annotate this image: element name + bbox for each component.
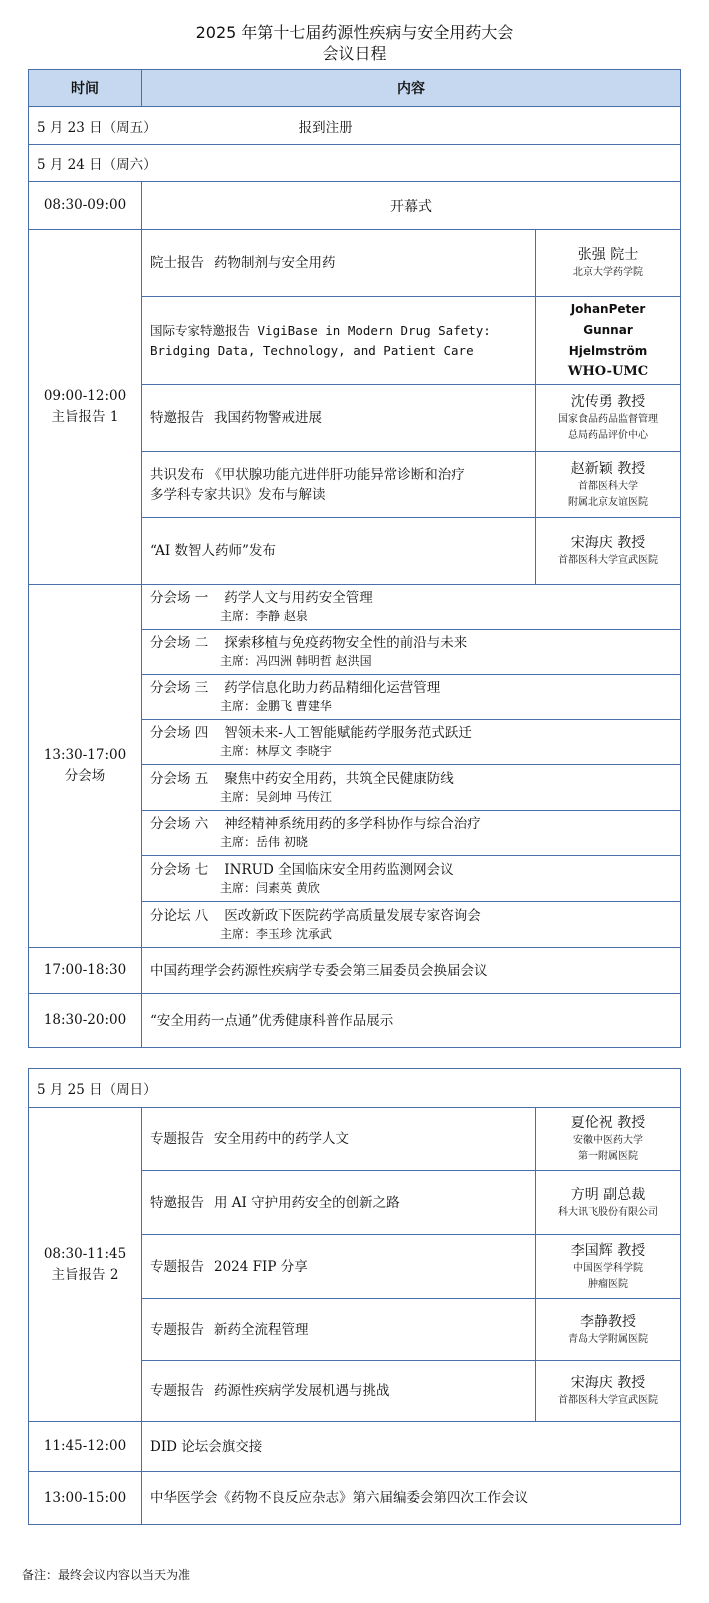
event-time: 17:00-18:30 <box>29 948 142 994</box>
sessions-time: 13:30-17:00 <box>43 747 127 763</box>
speaker-affiliation-2: 附属北京友谊医院 <box>568 496 648 508</box>
speaker-name: 夏伦祝 教授 <box>570 1115 646 1131</box>
session-row <box>29 585 681 630</box>
day1-row <box>29 107 681 145</box>
session-name: 分会场 二 <box>150 635 209 651</box>
session-name: 分会场 三 <box>150 680 209 696</box>
speaker-name: 宋海庆 教授 <box>570 535 646 551</box>
event-item: 中国药理学会药源性疾病学专委会第三届委员会换届会议 <box>142 948 681 994</box>
speaker-affiliation-1: 首都医科大学宣武医院 <box>558 1395 659 1406</box>
talk-type: 院士报告 <box>150 255 204 271</box>
page-header <box>0 22 709 64</box>
speaker-org: WHO-UMC <box>567 364 649 379</box>
talk-type: 专题报告 <box>150 1321 204 1338</box>
day2-date-row <box>29 145 681 182</box>
talk-type: 专题报告 <box>150 1383 204 1399</box>
keynote2-time: 08:30-11:45 <box>43 1245 127 1262</box>
session-chair: 主席：林厚文 李晓宇 <box>220 744 332 758</box>
session-topic: 聚焦中药安全用药，共筑全民健康防线 <box>224 770 454 787</box>
talk-type: 专题报告 <box>150 1131 204 1147</box>
talk-title-line1: 共识发布 《甲状腺功能亢进伴肝功能异常诊断和治疗 <box>150 466 465 483</box>
event-row <box>29 948 681 994</box>
session-name: 分会场 六 <box>150 816 209 832</box>
keynote1-time-cell <box>29 230 142 585</box>
keynote2-time-cell <box>29 1108 142 1422</box>
session-chair: 主席：岳伟 初晓 <box>220 835 308 849</box>
speaker-affiliation-2: 总局药品评价中心 <box>568 430 648 441</box>
day3-date-row <box>29 1069 681 1108</box>
event-row <box>29 1472 681 1525</box>
keynote1-time: 09:00-12:00 <box>43 388 127 404</box>
session-topic: 智领未来-人工智能赋能药学服务范式跃迁 <box>224 725 472 741</box>
page-title: 2025 年第十七届药源性疾病与安全用药大会 <box>195 23 514 42</box>
talk-topic: 用 AI 守护用药安全的创新之路 <box>214 1194 400 1211</box>
session-topic: 神经精神系统用药的多学科协作与综合治疗 <box>224 816 481 832</box>
speaker-affiliation-1: 首都医科大学 <box>578 480 638 492</box>
event-row <box>29 994 681 1048</box>
speaker-affiliation-1: 科大讯飞股份有限公司 <box>558 1206 659 1218</box>
talk-topic: 药源性疾病学发展机遇与挑战 <box>214 1383 390 1399</box>
event-item: DID 论坛会旗交接 <box>142 1422 681 1472</box>
sessions-time-cell <box>29 585 142 948</box>
speaker-name-line3: Hjelmström <box>568 344 648 358</box>
talk-topic: “AI 数智人药师”发布 <box>142 518 536 585</box>
footnote: 备注：最终会议内容以当天为准 <box>22 1568 191 1582</box>
event-item: “安全用药一点通”优秀健康科普作品展示 <box>142 994 681 1048</box>
talk-topic: 安全用药中的药学人文 <box>214 1131 349 1147</box>
page-subtitle: 会议日程 <box>322 44 387 63</box>
talk-title-line1: 国际专家特邀报告 VigiBase in Modern Drug Safety: <box>150 322 491 338</box>
session-chair: 主席：闫素英 黄欣 <box>220 880 320 895</box>
day3-date: 5 月 25 日（周日） <box>29 1069 681 1108</box>
keynote1-label: 主旨报告 1 <box>51 409 119 425</box>
speaker-affiliation: 首都医科大学宣武医院 <box>558 555 658 566</box>
event-time: 18:30-20:00 <box>29 994 142 1048</box>
session-topic: INRUD 全国临床安全用药监测网会议 <box>224 861 454 878</box>
talk-topic: 我国药物警戒进展 <box>214 410 322 426</box>
speaker-name: 宋海庆 教授 <box>570 1375 646 1391</box>
speaker-name: 李国辉 教授 <box>570 1242 646 1259</box>
speaker-affiliation-2: 第一附属医院 <box>578 1151 639 1162</box>
event-item: 中华医学会《药物不良反应杂志》第六届编委会第四次工作会议 <box>142 1472 681 1525</box>
keynote2-talk-row <box>29 1108 681 1171</box>
talk-title-line2: 多学科专家共识》发布与解读 <box>150 486 326 503</box>
session-name: 分会场 五 <box>150 770 209 787</box>
day1-date: 5 月 23 日（周五） <box>37 119 157 136</box>
keynote2-label: 主旨报告 2 <box>51 1266 119 1283</box>
speaker-name: 李静教授 <box>580 1313 637 1330</box>
talk-type: 专题报告 <box>150 1258 204 1275</box>
session-chair: 主席：李静 赵泉 <box>220 609 308 623</box>
speaker-name-line2: Gunnar <box>583 323 633 337</box>
talk-topic: 新药全流程管理 <box>214 1321 309 1338</box>
speaker-name: 方明 副总裁 <box>570 1186 646 1203</box>
session-topic: 药学信息化助力药品精细化运营管理 <box>224 680 441 696</box>
session-topic: 医改新政下医院药学高质量发展专家咨询会 <box>224 907 481 924</box>
speaker-affiliation-1: 中国医学科学院 <box>573 1262 644 1274</box>
talk-title-line2: Bridging Data, Technology, and Patient Care <box>150 342 474 358</box>
speaker-affiliation-1: 安徽中医药大学 <box>573 1135 644 1146</box>
speaker-name: 沈传勇 教授 <box>570 394 646 410</box>
speaker-name-line1: JohanPeter <box>570 302 646 316</box>
speaker-affiliation: 北京大学药学院 <box>573 267 643 278</box>
opening-item: 开幕式 <box>142 182 681 230</box>
speaker-affiliation-2: 肿瘤医院 <box>588 1278 629 1290</box>
speaker-name: 赵新颖 教授 <box>570 460 646 477</box>
event-time: 11:45-12:00 <box>29 1422 142 1472</box>
speaker-name: 张强 院士 <box>577 247 639 263</box>
talk-type: 特邀报告 <box>150 1194 204 1211</box>
opening-time: 08:30-09:00 <box>29 182 142 230</box>
day2-date: 5 月 24 日（周六） <box>29 145 681 182</box>
header-content: 内容 <box>142 70 681 107</box>
talk-topic: 药物制剂与安全用药 <box>214 255 336 271</box>
sessions-label: 分会场 <box>64 768 106 784</box>
session-chair: 主席：冯四洲 韩明哲 赵洪国 <box>220 654 372 668</box>
session-name: 分会场 一 <box>150 590 209 606</box>
keynote1-talk-row <box>29 230 681 297</box>
session-topic: 探索移植与免疫药物安全性的前沿与未来 <box>224 635 468 651</box>
schedule-table-1 <box>28 69 681 1048</box>
opening-row <box>29 182 681 230</box>
session-chair: 主席：李玉珍 沈承武 <box>220 926 332 941</box>
day1-item: 报到注册 <box>298 119 353 136</box>
session-name: 分论坛 八 <box>150 907 209 924</box>
schedule-table-2 <box>28 1068 681 1525</box>
session-name: 分会场 四 <box>150 725 209 741</box>
session-name: 分会场 七 <box>150 861 209 878</box>
event-time: 13:00-15:00 <box>29 1472 142 1525</box>
session-chair: 主席：吴剑坤 马传江 <box>220 789 332 804</box>
talk-topic: 2024 FIP 分享 <box>214 1258 308 1275</box>
event-row <box>29 1422 681 1472</box>
session-chair: 主席：金鹏飞 曹建华 <box>220 699 332 713</box>
session-topic: 药学人文与用药安全管理 <box>224 590 373 606</box>
speaker-affiliation-1: 青岛大学附属医院 <box>568 1333 649 1345</box>
talk-type: 特邀报告 <box>150 410 204 426</box>
header-time: 时间 <box>29 70 142 107</box>
speaker-affiliation-1: 国家食品药品监督管理 <box>558 414 658 425</box>
